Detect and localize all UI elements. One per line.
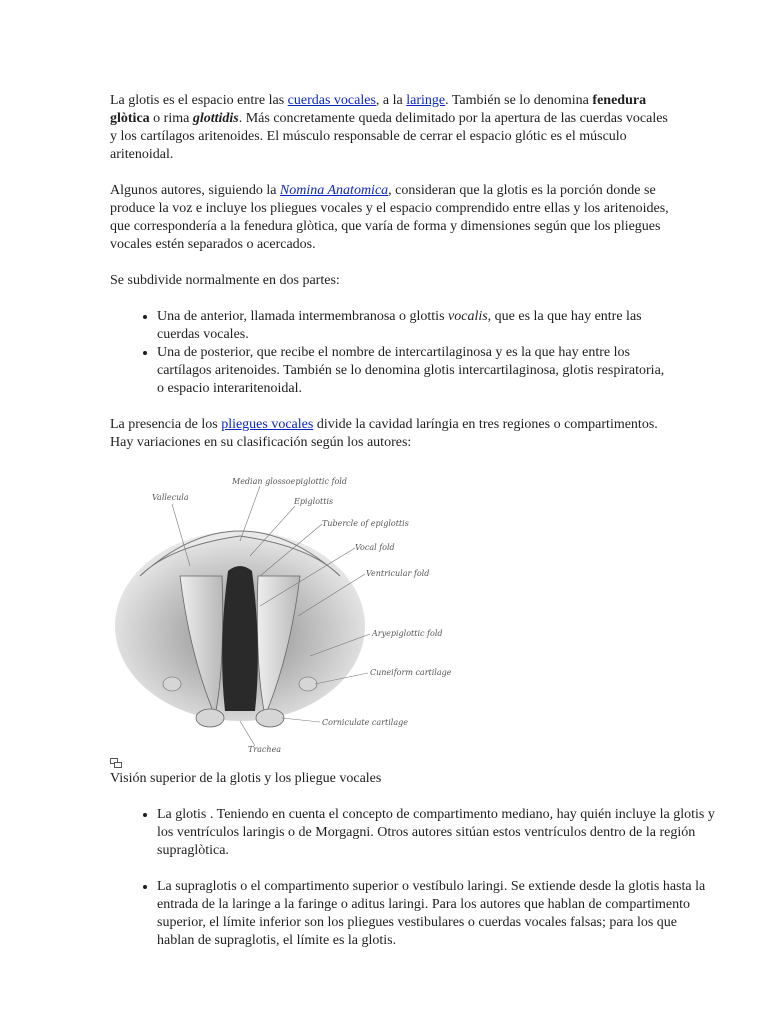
text: , consideran que la glotis es la porción donde se produce la voz e incluye los pliegues vocales y el espacio comprendido entre ellas y los aritenoides, que correspondería a la fenedura glòtica, que varía de forma y dimensiones según que los pliegues vocales estén separados o acercados. bbox=[110, 183, 669, 252]
link-laringe[interactable]: laringe bbox=[406, 93, 446, 108]
text: . Más concretamente queda delimitado por la apertura de las cuerdas vocales y los cartílagos aritenoides. El músculo responsable de cerrar el espacio glótic es el músculo aritenoidal. bbox=[110, 111, 668, 162]
left-corniculate-shape bbox=[196, 709, 224, 727]
list-item: • Una de posterior, que recibe el nombre de intercartilaginosa y es la que hay entre los cartílagos aritenoides. También se lo denomina glotis intercartilaginosa, glotis respiratoria, o espacio interaritenoidal. bbox=[157, 344, 670, 398]
link-nomina-anatomica[interactable] bbox=[280, 183, 388, 198]
label-aryepiglottic-fold: Aryepiglottic fold bbox=[372, 629, 443, 638]
right-corniculate-shape bbox=[256, 709, 284, 727]
glottis-illustration bbox=[110, 466, 550, 756]
text: , a la bbox=[375, 93, 407, 108]
article-body bbox=[110, 92, 670, 452]
text: La presencia de los bbox=[110, 417, 222, 432]
list-item: • La glotis . Teniendo en cuenta el concepto de compartimento mediano, hay quién incluye la glotis y los ventrículos laringis o de Morgagni. Otros autores sitúan estos ventrículos dentro de la región supraglòtica. bbox=[157, 806, 717, 860]
text: divide la cavidad laríngia en tres regiones o compartimentos. Hay variaciones en su clasificación según los autores: bbox=[110, 417, 658, 450]
enlarge-icon[interactable] bbox=[110, 758, 122, 768]
label-tubercle: Tubercle of epiglottis bbox=[322, 519, 409, 528]
regions-list bbox=[110, 806, 717, 968]
glottis-opening-shape bbox=[222, 566, 258, 711]
paragraph-2 bbox=[110, 182, 670, 254]
label-trachea: Trachea bbox=[248, 745, 282, 754]
label-epiglottis: Epiglottis bbox=[294, 497, 334, 506]
label-cuneiform: Cuneiform cartilage bbox=[370, 668, 452, 677]
paragraph-4 bbox=[110, 416, 670, 452]
label-corniculate: Corniculate cartilage bbox=[322, 718, 408, 727]
label-ventricular-fold: Ventricular fold bbox=[366, 569, 430, 578]
right-cuneiform-shape bbox=[299, 677, 317, 691]
label-median: Median glossoepiglottic fold bbox=[232, 477, 347, 486]
text: , que es la que hay entre las cuerdas vocales. bbox=[157, 309, 642, 342]
text: o rima bbox=[149, 111, 193, 126]
italic-term: vocalis bbox=[448, 309, 488, 324]
text: Una de anterior, llamada intermembranosa o glottis bbox=[157, 309, 449, 324]
link-text: Nomina Anatomica bbox=[279, 183, 389, 198]
left-cuneiform-shape bbox=[163, 677, 181, 691]
bold-term: fenedura glòtica bbox=[110, 93, 647, 126]
link-cuerdas-vocales[interactable]: cuerdas vocales bbox=[287, 93, 376, 108]
text: . También se lo denomina bbox=[445, 93, 593, 108]
link-pliegues-vocales[interactable]: pliegues vocales bbox=[221, 417, 314, 432]
label-vallecula: Vallecula bbox=[152, 493, 189, 502]
label-vocal-fold: Vocal fold bbox=[355, 543, 395, 552]
paragraph-3: Se subdivide normalmente en dos partes: bbox=[110, 273, 340, 288]
bold-italic-term: glottidis bbox=[192, 111, 239, 126]
list-item bbox=[157, 308, 670, 344]
text: Algunos autores, siguiendo la bbox=[110, 183, 280, 198]
subdivision-list bbox=[110, 308, 670, 398]
paragraph-1 bbox=[110, 92, 670, 164]
text: La glotis es el espacio entre las bbox=[110, 93, 288, 108]
figure-caption: Visión superior de la glotis y los pliegue vocales bbox=[110, 771, 382, 786]
list-item: • La supraglotis o el compartimento superior o vestíbulo laringi. Se extiende desde la glotis hasta la entrada de la laringe a la faringe o aditus laringi. Para los autores que hablan de compartimento superior, el límite inferior son los pliegues vestibulares o cuerdas vocales falsas; para los que hablan de supraglotis, el límite es la glotis. bbox=[157, 878, 717, 950]
